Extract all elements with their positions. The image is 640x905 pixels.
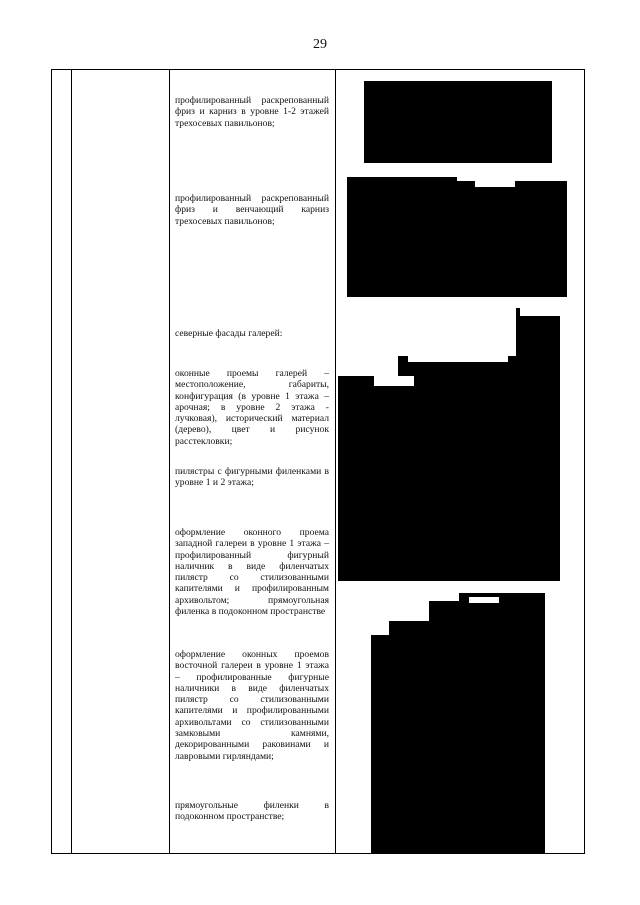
description-frieze-crowning-cornice: профилированный раскрепованный фриз и венчающий карниз трехосевых павильонов; [175, 193, 329, 227]
column-divider [71, 70, 72, 853]
photo-east-gallery-window [371, 593, 545, 853]
description-sill-panels: прямоугольные филенки в подоконном пространстве; [175, 800, 329, 823]
photo-north-facade-gallery [338, 308, 560, 581]
description-east-gallery-windows: оформление оконных проемов восточной галереи в уровне 1 этажа – профилированные фигурные наличники в виде филенчатых пилястр со стилизованными капителями и профилированными архивольтами со стилизованными замковыми камнями, декорированными раковинами и лавровыми гирляндами; [175, 649, 329, 762]
description-west-gallery-window: оформление оконного проема западной галереи в уровне 1 этажа – профилированный фигурный наличник в виде филенчатых пилястр со стилизованными капителями и профилированным архивольтом; прямоугольная филенка в подоконном пространстве [175, 527, 329, 618]
column-divider [169, 70, 170, 853]
column-divider [335, 70, 336, 853]
photo-crowning-cornice [347, 177, 567, 297]
description-north-facades-heading: северные фасады галерей: [175, 328, 283, 339]
description-pilasters: пилястры с фигурными филенками в уровне 1 и 2 этажа; [175, 466, 329, 489]
page-number: 29 [313, 37, 327, 52]
photo-frieze-cornice [364, 81, 552, 163]
description-frieze-1-2-floors: профилированный раскрепованный фриз и карниз в уровне 1-2 этажей трехосевых павильонов; [175, 95, 329, 129]
description-gallery-windows: оконные проемы галерей – местоположение, габариты, конфигурация (в уровне 1 этажа – арочная; в уровне 2 этажа - лучковая), исторический материал (дерево), цвет и рисунок расстекловки; [175, 368, 329, 447]
